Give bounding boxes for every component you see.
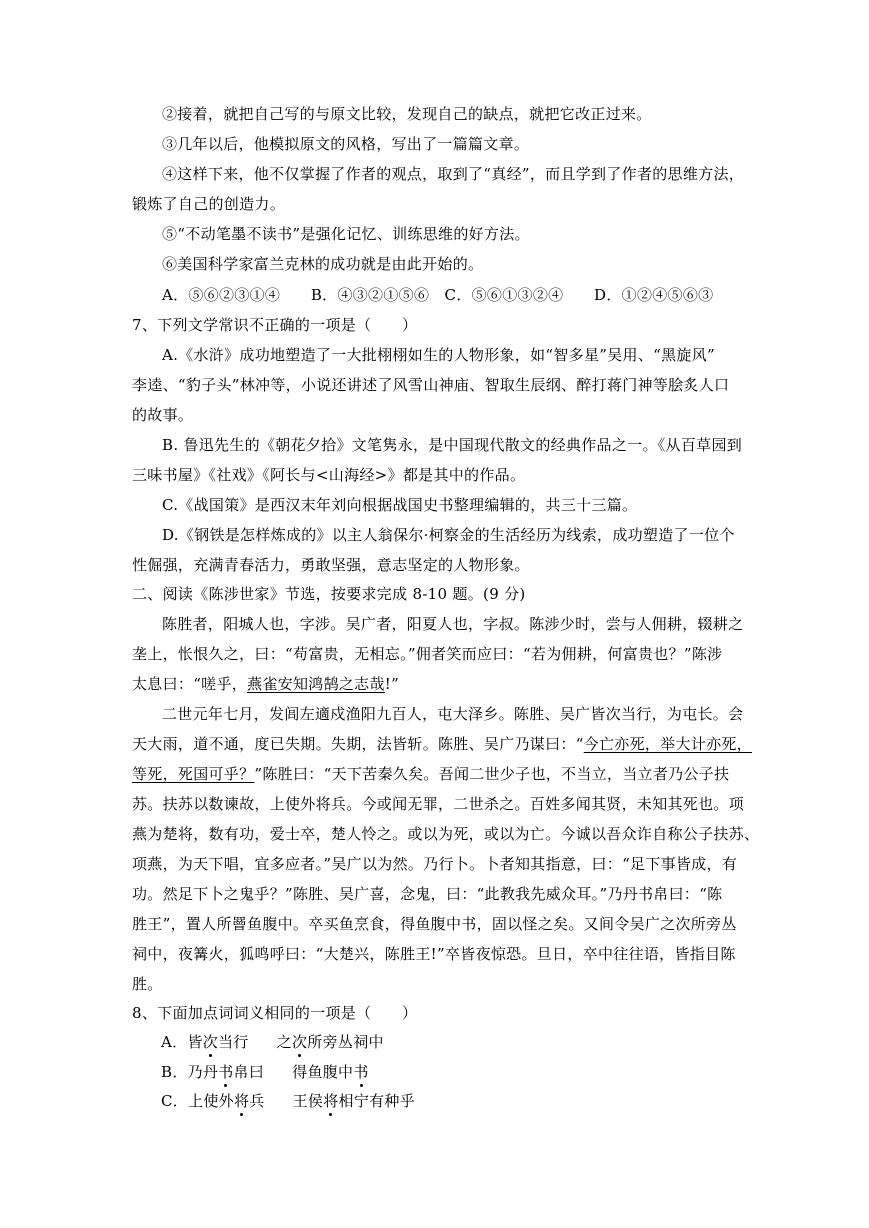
question-7-stem: 7、下列文学常识不正确的一项是（ ） (132, 316, 418, 334)
q8-option-a (161, 1032, 384, 1052)
option-text: 所旁丛祠中 (307, 1033, 384, 1051)
option-text: 相宁有种乎 (338, 1092, 416, 1110)
question-8-stem: 8、下面加点词词义相同的一项是（ ） (132, 1004, 418, 1022)
q7-option-d-cont: 性倔强，充满青春活力，勇敢坚强，意志坚定的人物形象。 (132, 556, 530, 574)
section-2-heading: 二、阅读《陈涉世家》节选，按要求完成 8-10 题。(9 分) (132, 585, 526, 603)
underlined-phrase: 燕雀安知鸿鹄之志哉 (247, 675, 385, 693)
option-text: 乃丹 (187, 1063, 219, 1081)
underlined-phrase: 今亡亦死，举大计亦死， (583, 735, 752, 753)
dotted-char: 书 (218, 1063, 234, 1081)
q7-option-a-cont1: 李逵、“豹子头”林冲等，小说还讲述了风雪山神庙、智取生辰纲、醉打蒋门神等脍炙人口 (132, 376, 730, 394)
q7-option-b: B. 鲁迅先生的《朝花夕拾》文笔隽永，是中国现代散文的经典作品之一。《从百草园到 (162, 436, 743, 454)
option-text: 当行 (218, 1033, 249, 1051)
q7-option-a: A.《水浒》成功地塑造了一大批栩栩如生的人物形象，如“智多星”吴用、“黑旋风” (162, 346, 715, 364)
dotted-char: 次 (202, 1033, 219, 1051)
option-label: A． (161, 1033, 188, 1051)
option-text: 皆 (187, 1033, 203, 1051)
passage-line: 苏。扶苏以数谏故，上使外将兵。今或闻无罪，二世杀之。百姓多闻其贤，未知其死也。项 (132, 795, 745, 813)
passage-line (132, 764, 729, 784)
q7-option-a-cont2: 的故事。 (132, 406, 194, 424)
passage-line: 胜。 (132, 975, 163, 993)
option-text: 上使外 (188, 1092, 234, 1110)
option-line-6: ⑥美国科学家富兰克林的成功就是由此开始的。 (162, 255, 484, 273)
passage-text: 太息曰：“嗟乎， (132, 675, 248, 693)
option-line-2: ②接着，就把自己写的与原文比较，发现自己的缺点，就把它改正过来。 (162, 105, 652, 123)
q7-option-b-cont: 三味书屋》《社戏》《阿长与<山海经>》都是其中的作品。 (132, 466, 526, 484)
option-line-5: ⑤“不动笔墨不读书”是强化记忆、训练思维的好方法。 (162, 225, 530, 243)
option-line-3: ③几年以后，他模拟原文的风格，写出了一篇篇文章。 (162, 135, 530, 153)
passage-line: 胜王”，置人所罾鱼腹中。卒买鱼烹食，得鱼腹中书，固以怪之矣。又间令吴广之次所旁丛 (132, 915, 737, 933)
passage-line: 二世元年七月，发闾左適戍渔阳九百人，屯大泽乡。陈胜、吴广皆次当行，为屯长。会 (162, 705, 744, 723)
option-line-4: ④这样下来，他不仅掌握了作者的观点，取到了“真经”，而且学到了作者的思维方法， (162, 165, 745, 183)
passage-line: 燕为楚将，数有功，爱士卒，楚人怜之。或以为死，或以为亡。今诚以吾众诈自称公子扶苏、 (132, 825, 760, 843)
passage-text: !” (384, 675, 400, 693)
option-line-4-cont: 锻炼了自己的创造力。 (132, 195, 286, 213)
passage-text: 天大雨，道不通，度已失期。失期，法皆斩。陈胜、吴广乃谋曰：“ (132, 735, 584, 753)
dotted-char: 将 (233, 1092, 250, 1110)
option-text: 王侯 (292, 1092, 324, 1110)
dotted-char: 将 (323, 1092, 339, 1110)
passage-line (132, 674, 399, 694)
dotted-char: 次 (291, 1033, 308, 1051)
answer-choices-q6: A．⑤⑥②③①④ B．④③②①⑤⑥ C．⑤⑥①③②④ D．①②④⑤⑥③ (162, 286, 714, 304)
q8-option-b (161, 1062, 369, 1082)
option-text: 得鱼腹中 (292, 1063, 354, 1081)
option-label: B． (161, 1063, 188, 1081)
underlined-phrase: 等死，死国可乎？ (132, 765, 255, 783)
passage-line: 祠中，夜篝火，狐鸣呼曰：“大楚兴，陈胜王!”卒皆夜惊恐。旦日，卒中往往语，皆指目陈 (132, 945, 736, 963)
option-text: 帛曰 (233, 1063, 265, 1081)
passage-line: 功。然足下卜之鬼乎？”陈胜、吴广喜，念鬼，曰：“此教我先威众耳。”乃丹书帛曰：“陈 (132, 885, 723, 903)
option-text: 兵 (249, 1092, 265, 1110)
passage-line: 项燕，为天下唱，宜多应者。”吴广以为然。乃行卜。卜者知其指意，曰：“足下事皆成，有 (132, 855, 738, 873)
option-label: C． (161, 1092, 189, 1110)
option-text: 之 (276, 1033, 292, 1051)
q8-option-c (161, 1091, 415, 1111)
q7-option-c: C.《战国策》是西汉末年刘向根据战国史书整理编辑的，共三十三篇。 (162, 496, 638, 514)
passage-text: ”陈胜曰：“天下苦秦久矣。吾闻二世少子也，不当立，当立者乃公子扶 (254, 765, 730, 783)
passage-line (132, 734, 752, 754)
dotted-char: 书 (353, 1063, 369, 1081)
q7-option-d: D.《钢铁是怎样炼成的》以主人翁保尔·柯察金的生活经历为线索，成功塑造了一位个 (162, 526, 735, 544)
passage-line: 陈胜者，阳城人也，字涉。吴广者，阳夏人也，字叔。陈涉少时，尝与人佣耕，辍耕之 (162, 615, 744, 633)
passage-line: 垄上，怅恨久之，曰：“苟富贵，无相忘。”佣者笑而应曰：“若为佣耕，何富贵也？”陈涉 (132, 645, 723, 663)
